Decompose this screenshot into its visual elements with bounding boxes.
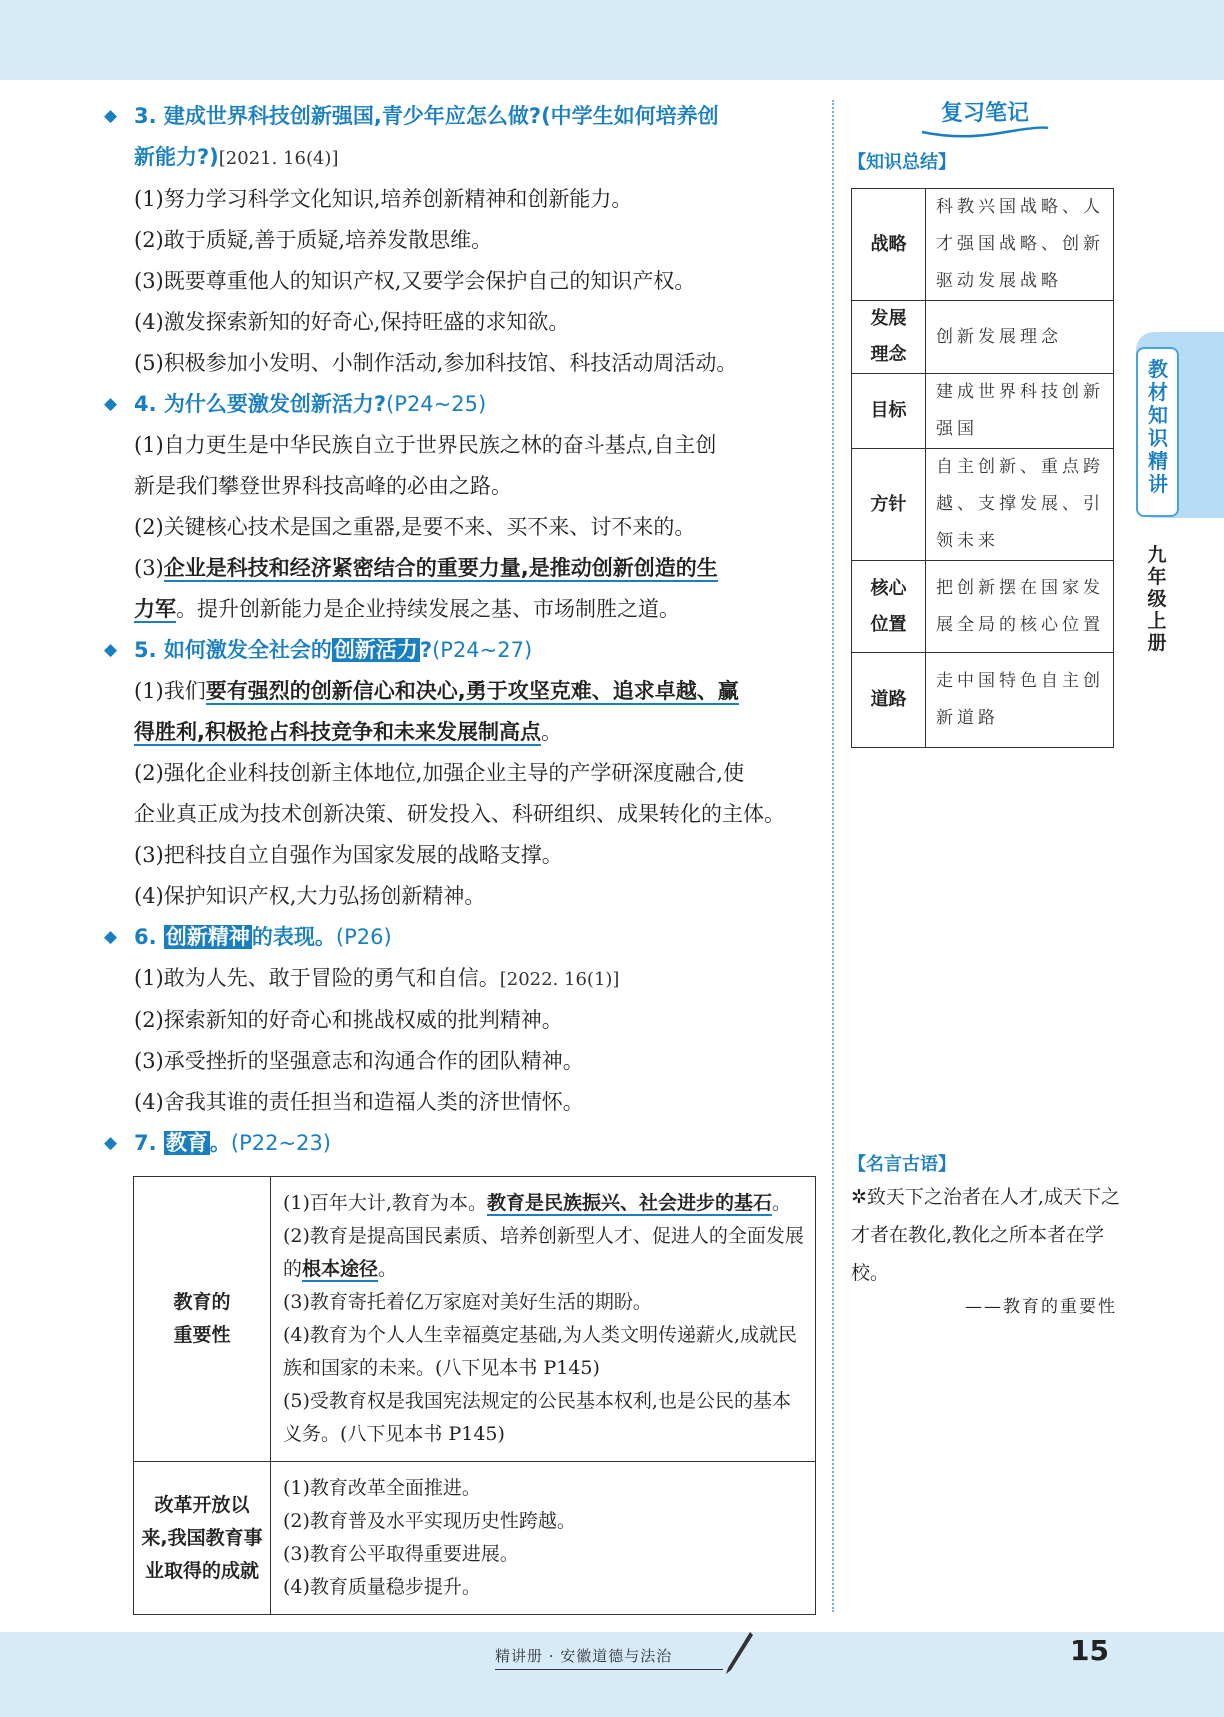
side-tab-label: 教材知识精讲: [1148, 357, 1168, 496]
key-point: 企业是科技和经济紧密结合的重要力量,是推动创新创造的生: [163, 556, 718, 580]
table-cell: 建成世界科技创新强国: [926, 374, 1114, 449]
diamond-icon: ◆: [104, 1133, 118, 1153]
table-cell: [271, 1462, 816, 1615]
highlight: 创新活力: [333, 638, 418, 662]
question-5-title: ◆ 5. 如何激发全社会的创新活力?(P24~27): [104, 630, 824, 671]
table-header-cell: 教育的 重要性: [134, 1177, 271, 1462]
table-header-cell: 方针: [852, 449, 926, 561]
footer-title: 精讲册 · 安徽道德与法治: [495, 1647, 673, 1665]
table-header-cell: 改革开放以 来,我国教育事 业取得的成就: [134, 1462, 271, 1615]
list-item: (1)努力学习科学文化知识,培养创新精神和创新能力。: [134, 187, 633, 211]
diamond-icon: ◆: [104, 927, 118, 947]
list-item: 企业真正成为技术创新决策、研发投入、科研组织、成果转化的主体。: [134, 802, 785, 826]
table-line: (2)教育普及水平实现历史性跨越。: [283, 1510, 576, 1532]
table-header-cell: 战略: [852, 189, 926, 301]
key-point: 得胜利,积极抢占科技竞争和未来发展制高点: [134, 720, 541, 744]
table-header-cell: 目标: [852, 374, 926, 449]
list-item: (2)强化企业科技创新主体地位,加强企业主导的产学研深度融合,使: [134, 761, 745, 785]
table-line: (5)受教育权是我国宪法规定的公民基本权利,也是公民的基本义务。(八下见本书 P145): [283, 1390, 791, 1445]
citation: (P26): [335, 925, 392, 949]
quote-source: ——教育的重要性: [965, 1297, 1117, 1317]
list-item: (2)探索新知的好奇心和挑战权威的批判精神。: [134, 1008, 563, 1032]
question-6-title: ◆ 6. 创新精神的表现。(P26): [104, 917, 824, 958]
main-content: [104, 96, 824, 1164]
classical-quote: [851, 1178, 1121, 1322]
key-point: 力军: [134, 597, 176, 621]
grade-label: 九年级上册: [1147, 544, 1167, 654]
question-3-title: ◆ 3. 建成世界科技创新强国,青少年应怎么做?(中学生如何培养创: [104, 96, 824, 137]
citation: (P22~23): [230, 1131, 331, 1155]
list-item: (1)敢为人先、敢于冒险的勇气和自信。[2022. 16(1)]: [134, 966, 620, 990]
pen-icon: [720, 1630, 756, 1676]
table-cell: 科教兴国战略、人才强国战略、创新驱动发展战略: [926, 189, 1114, 301]
citation: [2021. 16(4)]: [218, 148, 339, 169]
list-item: (2)关键核心技术是国之重器,是要不来、买不来、讨不来的。: [134, 515, 696, 539]
list-item: (1)我们要有强烈的创新信心和决心,勇于攻坚克难、追求卓越、赢: [134, 679, 739, 703]
list-item: (3)既要尊重他人的知识产权,又要学会保护自己的知识产权。: [134, 269, 696, 293]
list-item: (4)保护知识产权,大力弘扬创新精神。: [134, 884, 486, 908]
key-point: 根本途径: [302, 1258, 379, 1280]
footer-rule: [495, 1669, 723, 1670]
list-item: 新是我们攀登世界科技高峰的必由之路。: [134, 474, 512, 498]
table-header-cell: 核心 位置: [852, 561, 926, 653]
question-3-title-cont: 新能力?)[2021. 16(4)]: [134, 145, 339, 169]
list-item: (3)把科技自立自强作为国家发展的战略支撑。: [134, 843, 563, 867]
flower-icon: ✲: [851, 1186, 867, 1208]
table-row: [852, 561, 1114, 653]
list-item: 得胜利,积极抢占科技竞争和未来发展制高点。: [134, 720, 562, 744]
swoosh-decoration: [920, 126, 1050, 138]
table-line: (4)教育质量稳步提升。: [283, 1576, 481, 1598]
list-item: (3)承受挫折的坚强意志和沟通合作的团队精神。: [134, 1049, 584, 1073]
table-line: (3)教育公平取得重要进展。: [283, 1543, 519, 1565]
question-4-title: ◆ 4. 为什么要激发创新活力?(P24~25): [104, 384, 824, 425]
key-point: 要有强烈的创新信心和决心,勇于攻坚克难、追求卓越、赢: [205, 679, 739, 703]
table-cell: 把创新摆在国家发展全局的核心位置: [926, 561, 1114, 653]
quotes-section-title: 【名言古语】: [848, 1154, 956, 1175]
table-cell: [271, 1177, 816, 1462]
highlight: 创新精神: [165, 925, 250, 949]
diamond-icon: ◆: [104, 106, 118, 126]
table-cell: 走中国特色自主创新道路: [926, 653, 1114, 748]
citation: (P24~27): [432, 638, 533, 662]
table-line: (4)教育为个人人生幸福奠定基础,为人类文明传递薪火,成就民族和国家的未来。(八下见本书 P145): [283, 1324, 797, 1379]
page-number: 15: [1070, 1634, 1109, 1667]
top-band: [0, 0, 1224, 80]
citation: (P24~25): [386, 392, 487, 416]
table-row: [134, 1177, 816, 1462]
table-line: (1)百年大计,教育为本。教育是民族振兴、社会进步的基石。: [283, 1192, 791, 1214]
question-7-title: ◆ 7. 教育。(P22~23): [104, 1123, 824, 1164]
quote-text: ✲致天下之治者在人才,成天下之才者在教化,教化之所本者在学校。: [851, 1186, 1120, 1284]
list-item: 力军。提升创新能力是企业持续发展之基、市场制胜之道。: [134, 597, 680, 621]
diamond-icon: ◆: [104, 394, 118, 414]
table-cell: 自主创新、重点跨越、支撑发展、引领未来: [926, 449, 1114, 561]
table-cell: 创新发展理念: [926, 301, 1114, 374]
table-header-cell: 道路: [852, 653, 926, 748]
list-item: (1)自力更生是中华民族自立于世界民族之林的奋斗基点,自主创: [134, 433, 717, 457]
list-item: (4)激发探索新知的好奇心,保持旺盛的求知欲。: [134, 310, 570, 334]
table-line: (2)教育是提高国民素质、培养创新型人才、促进人的全面发展的根本途径。: [283, 1225, 804, 1280]
key-point: 教育是民族振兴、社会进步的基石: [486, 1192, 772, 1214]
table-row: [134, 1462, 816, 1615]
list-item: (5)积极参加小发明、小制作活动,参加科技馆、科技活动周活动。: [134, 351, 738, 375]
table-line: (1)教育改革全面推进。: [283, 1477, 481, 1499]
table-row: [852, 374, 1114, 449]
summary-section-title: 【知识总结】: [848, 152, 956, 173]
table-line: (3)教育寄托着亿万家庭对美好生活的期盼。: [283, 1291, 652, 1313]
knowledge-summary-table: [851, 188, 1114, 748]
table-row: [852, 301, 1114, 374]
citation: [2022. 16(1)]: [499, 969, 620, 990]
education-table: [133, 1176, 816, 1615]
table-row: [852, 189, 1114, 301]
table-row: [852, 449, 1114, 561]
table-header-cell: 发展 理念: [852, 301, 926, 374]
list-item: (3)企业是科技和经济紧密结合的重要力量,是推动创新创造的生: [134, 556, 718, 580]
column-divider: [832, 100, 834, 1612]
review-notes-title: 复习笔记: [920, 96, 1050, 127]
list-item: (2)敢于质疑,善于质疑,培养发散思维。: [134, 228, 493, 252]
highlight: 教育: [165, 1131, 208, 1155]
diamond-icon: ◆: [104, 640, 118, 660]
table-row: [852, 653, 1114, 748]
list-item: (4)舍我其谁的责任担当和造福人类的济世情怀。: [134, 1090, 584, 1114]
